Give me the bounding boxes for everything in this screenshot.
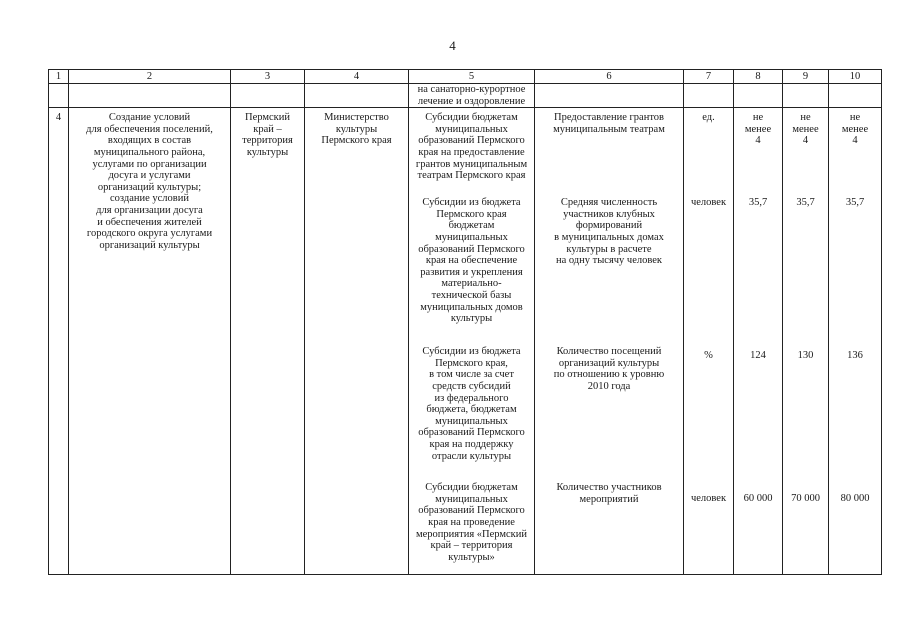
value-2020-cell [783, 108, 829, 575]
value-2021-cell [829, 108, 882, 575]
indicator-block: Предоставление грантов муниципальным театрам [553, 112, 665, 135]
column-header: 4 [305, 70, 409, 84]
unit-value: ед. [702, 112, 715, 124]
measure-block: Субсидии бюджетам муниципальных образований Пермского края на проведение мероприятия «Пермский край – территория культуры» [415, 482, 527, 563]
column-header: 10 [829, 70, 882, 84]
indicator-block: Средняя численность участников клубных формирований в муниципальных домах культуры в расчете на одну тысячу человек [554, 197, 664, 267]
target-value: не менее 4 [792, 112, 819, 147]
target-value: 35,7 [796, 197, 815, 209]
unit-value: человек [690, 493, 727, 505]
target-value: не менее 4 [744, 112, 772, 147]
indicator-block: Количество посещений организаций культуры по отношению к уровню 2010 года [553, 346, 665, 392]
description-cell: Создание условий для обеспечения поселений, входящих в состав муниципального района, услугами по организации досуга и услугами организаций культуры; создание условий для организации досуга и обеспечения жителей городского округа услугами организаций культуры [69, 108, 231, 575]
measure-block: Субсидии из бюджета Пермского края, в том числе за счет средств субсидий из федерального бюджета, бюджетам муниципальных образований Пермского края на поддержку отрасли культуры [418, 346, 525, 462]
target-value: 35,7 [845, 197, 865, 209]
indicator-block: Количество участников мероприятий [556, 482, 662, 505]
unit-value: % [704, 350, 713, 362]
column-header: 6 [535, 70, 684, 84]
ministry-cell: Министерство культуры Пермского края [305, 108, 409, 575]
measure-block: Субсидии бюджетам муниципальных образований Пермского края на предоставление грантов муниципальным театрам Пермского края [415, 112, 528, 182]
unit-value: человек [690, 197, 727, 209]
target-value: 80 000 [840, 493, 870, 505]
table-row [49, 108, 882, 575]
budget-measures-table [48, 69, 882, 575]
page-number: 4 [449, 38, 456, 53]
column-header: 2 [69, 70, 231, 84]
target-value: 60 000 [743, 493, 773, 505]
target-value: 136 [847, 350, 863, 362]
column-number-header-row [49, 70, 882, 84]
row-number-cell: 4 [49, 108, 69, 575]
column-header: 8 [734, 70, 783, 84]
measures-cell [409, 108, 535, 575]
indicators-cell [535, 108, 684, 575]
target-value: 124 [750, 350, 766, 362]
units-cell [684, 108, 734, 575]
continuation-row [49, 84, 882, 108]
territory-cell: Пермский край – территория культуры [231, 108, 305, 575]
value-2019-cell [734, 108, 783, 575]
target-value: 70 000 [791, 493, 820, 505]
column-header: 9 [783, 70, 829, 84]
column-header: 1 [49, 70, 69, 84]
measure-block: Субсидии из бюджета Пермского края бюджетам муниципальных образований Пермского края на обеспечение развития и укрепления материально- технической базы муниципальных домов культуры [418, 197, 525, 325]
column-header: 3 [231, 70, 305, 84]
target-value: не менее 4 [841, 112, 869, 147]
target-value: 130 [797, 350, 814, 362]
column-header: 7 [684, 70, 734, 84]
column-header: 5 [409, 70, 535, 84]
continuation-measure-cell: на санаторно-курортное лечение и оздоровление [409, 84, 535, 108]
target-value: 35,7 [748, 197, 768, 209]
